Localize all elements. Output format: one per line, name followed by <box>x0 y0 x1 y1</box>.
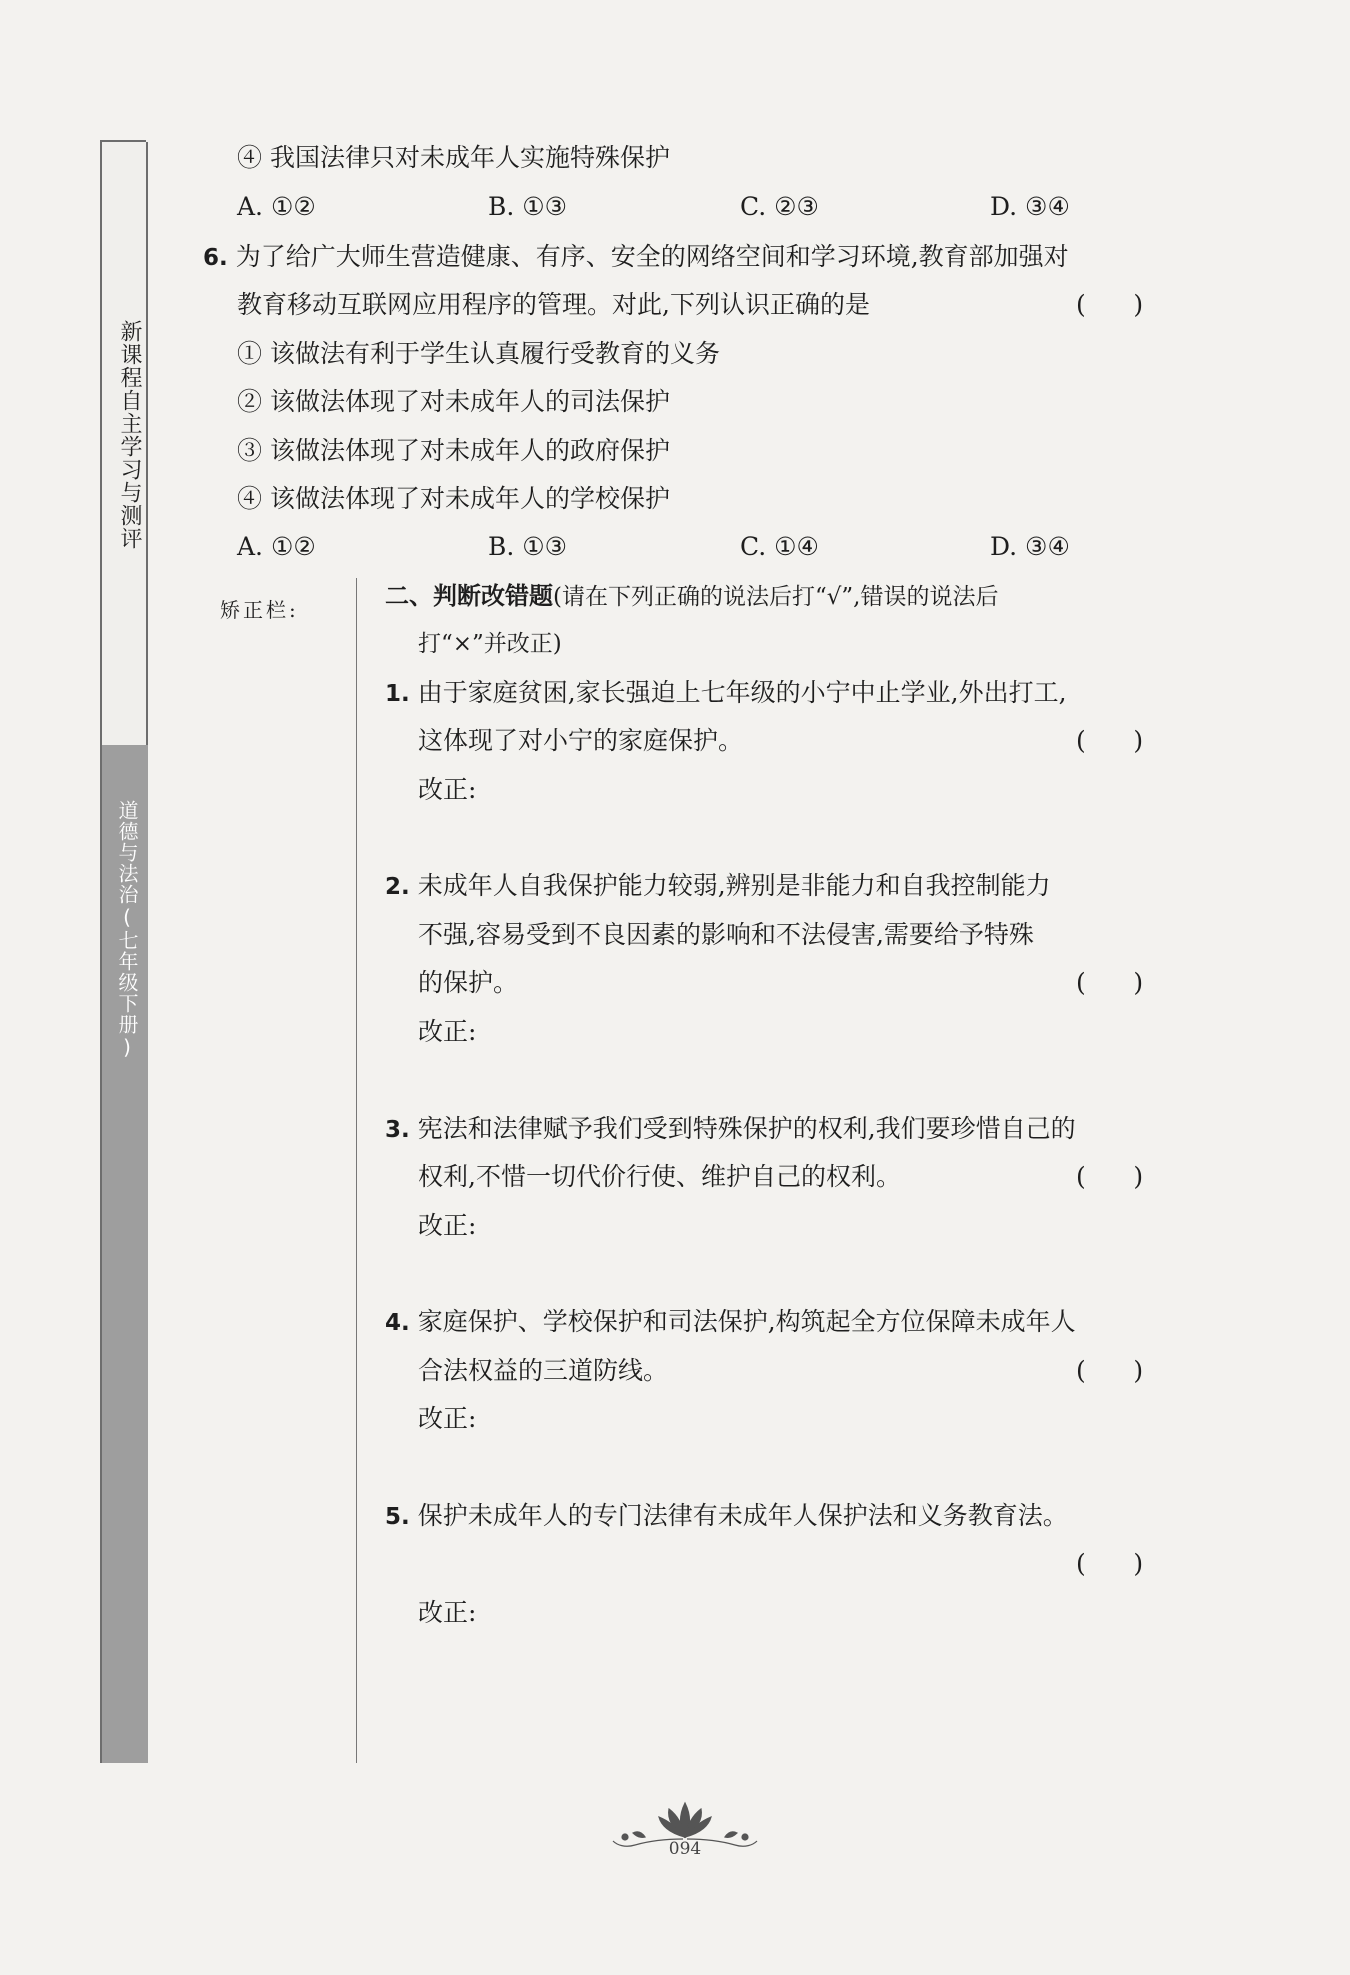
q5-option-d: D. ③④ <box>990 192 1070 221</box>
section-2-instruction-2: 打“×”并改正) <box>418 631 562 657</box>
q6-option-a: A. ①② <box>237 532 316 561</box>
footer-ornament-icon <box>605 1793 765 1873</box>
tf-item-2-line-3: 的保护。 <box>418 968 519 997</box>
q6-option-d: D. ③④ <box>990 532 1070 561</box>
tf-item-4-correction[interactable]: 改正: <box>418 1404 477 1433</box>
q6-statement-3: ③ 该做法体现了对未成年人的政府保护 <box>237 436 670 465</box>
tf-item-2-line-2: 不强,容易受到不良因素的影响和不法侵害,需要给予特殊 <box>418 920 1034 949</box>
tf-item-1-text-1: 由于家庭贫困,家长强迫上七年级的小宁中止学业,外出打工, <box>417 678 1067 707</box>
section-2-heading <box>385 579 998 614</box>
tf-item-2-text-1: 未成年人自我保护能力较弱,辨别是非能力和自我控制能力 <box>417 871 1051 900</box>
tf-item-2-line-1 <box>385 869 1051 904</box>
q5-option-b: B. ①③ <box>488 192 568 221</box>
tf-item-5-line-1 <box>385 1499 1068 1534</box>
q6-stem-line-2: 教育移动互联网应用程序的管理。对此,下列认识正确的是 <box>237 290 870 319</box>
q5-statement-4: ④ 我国法律只对未成年人实施特殊保护 <box>237 143 670 172</box>
tf-item-4-line-1 <box>385 1305 1076 1340</box>
section-2-title: 二、判断改错题 <box>385 582 553 610</box>
q6-answer-paren[interactable]: ( ) <box>1076 290 1144 319</box>
tf-item-4-text-1: 家庭保护、学校保护和司法保护,构筑起全方位保障未成年人 <box>417 1307 1076 1336</box>
tf-item-5-number: 5. <box>385 1504 410 1530</box>
q6-stem-text-1: 为了给广大师生营造健康、有序、安全的网络空间和学习环境,教育部加强对 <box>235 242 1069 271</box>
q6-option-c: C. ①④ <box>740 532 819 561</box>
q6-number: 6. <box>203 245 228 271</box>
q6-statement-1: ① 该做法有利于学生认真履行受教育的义务 <box>237 339 720 368</box>
tf-item-1-number: 1. <box>385 681 410 707</box>
tf-item-1-correction[interactable]: 改正: <box>418 775 477 804</box>
tf-item-1-answer-paren[interactable]: ( ) <box>1076 726 1144 755</box>
tf-item-1-line-2: 这体现了对小宁的家庭保护。 <box>418 726 744 755</box>
tf-item-2-answer-paren[interactable]: ( ) <box>1076 968 1144 997</box>
tf-item-3-answer-paren[interactable]: ( ) <box>1076 1162 1144 1191</box>
tf-item-3-text-1: 宪法和法律赋予我们受到特殊保护的权利,我们要珍惜自己的 <box>417 1114 1076 1143</box>
q6-stem-line-1 <box>203 240 1069 275</box>
section-2-instruction-1: (请在下列正确的说法后打“√”,错误的说法后 <box>553 584 999 610</box>
page-number: 094 <box>668 1839 702 1859</box>
q6-statement-2: ② 该做法体现了对未成年人的司法保护 <box>237 387 670 416</box>
tf-item-3-number: 3. <box>385 1117 410 1143</box>
tf-item-5-answer-paren[interactable]: ( ) <box>1076 1549 1144 1578</box>
q6-statement-4: ④ 该做法体现了对未成年人的学校保护 <box>237 484 670 513</box>
tf-item-3-line-2: 权利,不惜一切代价行使、维护自己的权利。 <box>418 1162 901 1191</box>
tf-item-4-number: 4. <box>385 1310 410 1336</box>
tf-item-3-line-1 <box>385 1112 1076 1147</box>
subject-title: 道德与法治(七年级下册) <box>115 800 139 1060</box>
q6-option-b: B. ①③ <box>488 532 568 561</box>
tf-item-4-line-2: 合法权益的三道防线。 <box>418 1356 669 1385</box>
correction-column-label: 矫正栏: <box>220 598 299 622</box>
series-title: 新课程自主学习与测评 <box>117 320 142 550</box>
tf-item-4-answer-paren[interactable]: ( ) <box>1076 1356 1144 1385</box>
q5-option-c: C. ②③ <box>740 192 819 221</box>
tf-item-5-text-1: 保护未成年人的专门法律有未成年人保护法和义务教育法。 <box>417 1501 1068 1530</box>
q5-option-a: A. ①② <box>237 192 316 221</box>
tf-item-3-correction[interactable]: 改正: <box>418 1211 477 1240</box>
tf-item-5-correction[interactable]: 改正: <box>418 1598 477 1627</box>
correction-column-rule <box>356 578 357 1763</box>
tf-item-2-number: 2. <box>385 874 410 900</box>
tf-item-1-line-1 <box>385 676 1067 711</box>
tf-item-2-correction[interactable]: 改正: <box>418 1017 477 1046</box>
